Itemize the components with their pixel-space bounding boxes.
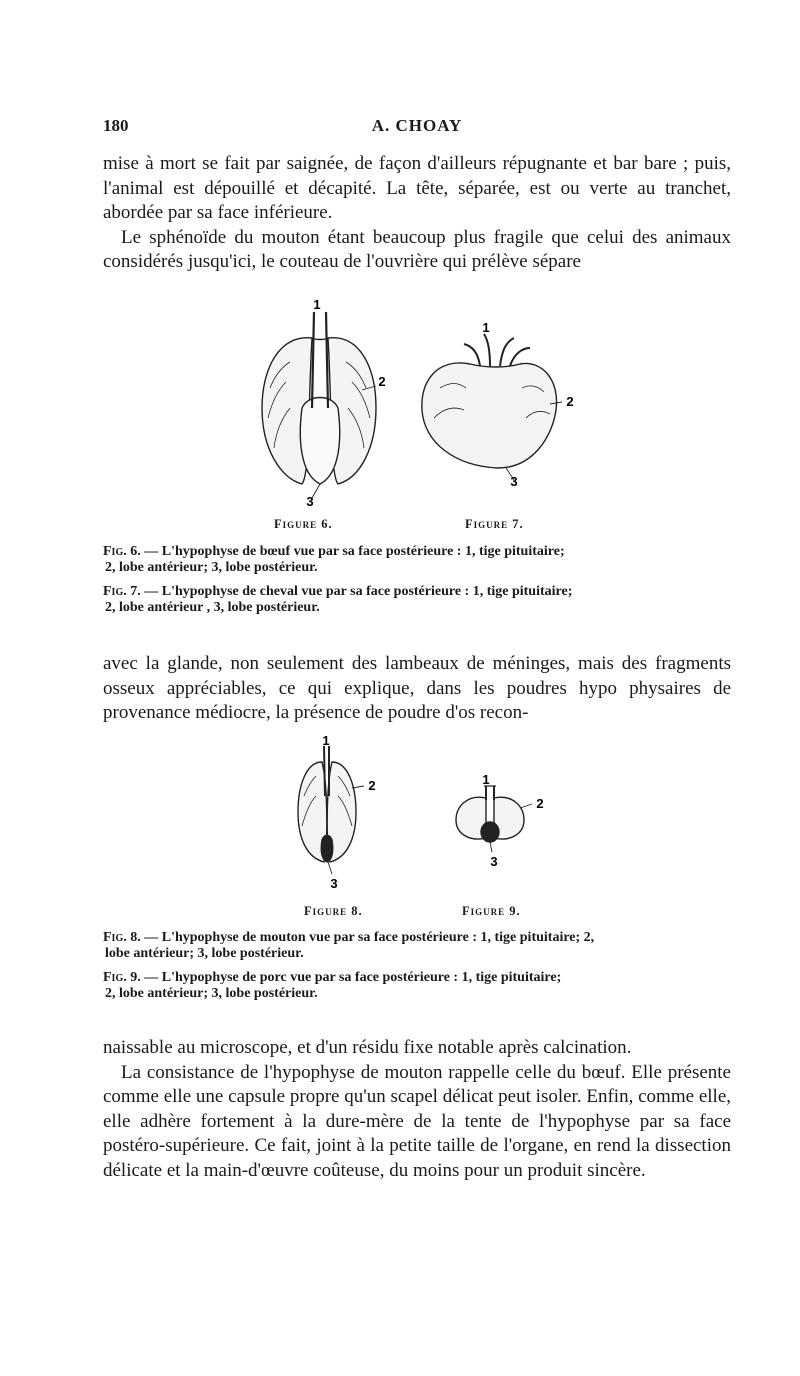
paragraph-4 [103, 1036, 731, 1061]
text-line: naissable au microscope, et d'un résidu fixe notable après calcination. [103, 1037, 632, 1058]
figure-8-label: Figure 8. [304, 904, 363, 918]
figure-8-caption-lead: Fig. 8. [103, 930, 141, 945]
figure-7-illustration [410, 318, 580, 488]
caption-line: 2, lobe antérieur; 3, lobe postérieur. [105, 559, 318, 575]
text-line: animaux considérés jusqu'ici, le couteau de l'ouvrière qui prélève sépare [103, 226, 731, 273]
paragraph-5 [103, 1061, 731, 1184]
text-line: avec la glande, non seulement des lambeaux de méninges, mais des [103, 653, 656, 674]
caption-line: — L'hypophyse de cheval vue par sa face postérieure : 1, tige pituitaire; [140, 584, 573, 599]
figure-9-caption [103, 970, 731, 1001]
caption-line: — L'hypophyse de porc vue par sa face postérieure : 1, tige pituitaire; [140, 970, 562, 985]
text-line: bare ; puis, l'animal est dépouillé et décapité. La tête, séparée, est ou [103, 153, 731, 199]
figure-6-caption [103, 544, 731, 575]
text-line: Le sphénoïde du mouton étant beaucoup plus fragile que celui des [121, 226, 666, 248]
fig6-mark-2: 2 [378, 374, 386, 389]
figure-7-caption [103, 584, 731, 615]
caption-line: — L'hypophyse de mouton vue par sa face postérieure : 1, tige pituitaire; 2, [140, 930, 595, 945]
fig7-mark-2: 2 [566, 394, 574, 409]
text-block-top [103, 152, 731, 275]
fig6-mark-1: 1 [313, 298, 321, 312]
fig9-mark-1: 1 [482, 774, 490, 787]
text-line: physaires de provenance médiocre, la présence de poudre d'os recon- [103, 677, 731, 724]
fig9-mark-2: 2 [536, 796, 544, 811]
fig8-mark-1: 1 [322, 736, 330, 748]
fig7-mark-1: 1 [482, 320, 490, 335]
text-line: l'hypophyse par sa face postéro-supérieure. Ce fait, joint à la petite [103, 1110, 731, 1157]
text-line: présente comme elle une capsule propre qu'un scapel délicat peut isoler. [103, 1061, 731, 1108]
figure-6-illustration [250, 298, 390, 510]
page-number: 180 [103, 116, 129, 135]
fig8-mark-3: 3 [330, 876, 338, 890]
paragraph-1 [103, 152, 731, 226]
running-head-author: A. CHOAY [371, 116, 463, 135]
text-line: verte au tranchet, abordée par sa face inférieure. [103, 177, 732, 224]
figure-8-caption [103, 930, 731, 961]
text-line: taille de l'organe, en rend la dissection délicate et la main-d'œuvre [103, 1135, 731, 1181]
figure-6-caption-lead: Fig. 6. [103, 544, 141, 559]
fig9-mark-3: 3 [490, 854, 498, 869]
caption-line: — L'hypophyse de bœuf vue par sa face postérieure : 1, tige pituitaire; [140, 544, 565, 559]
paragraph-2 [103, 226, 731, 275]
figure-7-label: Figure 7. [465, 517, 524, 531]
fig7-mark-3: 3 [510, 474, 518, 488]
paragraph-3 [103, 652, 731, 726]
figure-9-illustration [448, 774, 558, 874]
figure-9-label: Figure 9. [462, 904, 521, 918]
figure-9-caption-lead: Fig. 9. [103, 970, 141, 985]
text-line: fragments osseux appréciables, ce qui explique, dans les poudres hypo [103, 653, 731, 699]
figure-8-illustration [288, 736, 384, 890]
running-header [103, 116, 731, 140]
text-line: coûteuse, du moins pour un produit sincère. [313, 1159, 646, 1181]
text-line: mise à mort se fait par saignée, de façon d'ailleurs répugnante et bar [103, 153, 638, 174]
text-line: La consistance de l'hypophyse de mouton rappelle celle du bœuf. Elle [121, 1061, 668, 1083]
text-line: Enfin, comme elle, elle adhère fortement à la dure-mère de la tente de [103, 1086, 732, 1132]
text-block-middle [103, 652, 731, 726]
caption-line: 2, lobe antérieur , 3, lobe postérieur. [105, 599, 320, 615]
figure-7-caption-lead: Fig. 7. [103, 584, 141, 599]
caption-line: lobe antérieur; 3, lobe postérieur. [105, 945, 304, 961]
fig6-mark-3: 3 [306, 494, 314, 509]
text-block-bottom [103, 1036, 731, 1184]
fig8-mark-2: 2 [368, 778, 376, 793]
figure-6-label: Figure 6. [274, 517, 333, 531]
caption-line: 2, lobe antérieur; 3, lobe postérieur. [105, 985, 318, 1001]
